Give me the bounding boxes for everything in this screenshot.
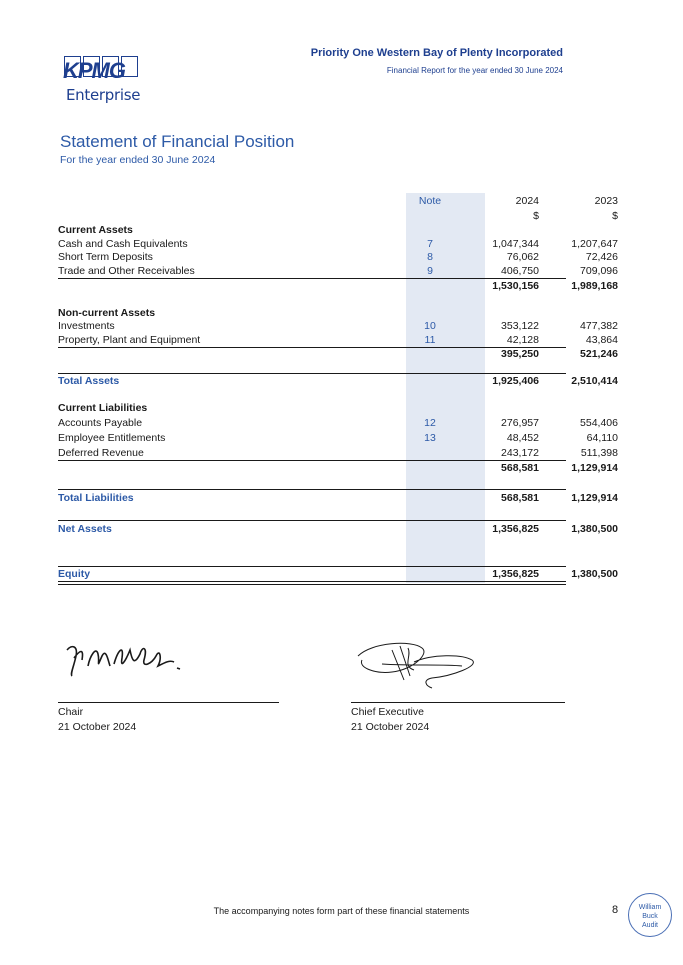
footer-note: The accompanying notes form part of these financial statements [213,906,470,916]
value-2023: 554,406 [580,417,618,429]
ceo-title: Chief Executive [351,706,424,718]
year-2024-header: 2024 [515,195,539,207]
value-2023: 477,382 [580,320,618,332]
noncurrent-assets-heading-row [58,307,566,321]
subtotal-row [58,462,618,476]
divider [58,520,566,521]
table-row [58,251,618,265]
statement-subtitle: For the year ended 30 June 2024 [60,154,216,166]
row-label: Property, Plant and Equipment [58,334,201,346]
chair-title: Chair [58,706,84,718]
current-liabilities-heading: Current Liabilities [58,402,148,414]
value-2023: 1,129,914 [571,492,618,504]
value-2024: 568,581 [501,492,539,504]
subtotal-2023: 1,989,168 [571,280,618,292]
total-assets-label: Total Assets [58,375,120,387]
noncurrent-assets-heading: Non-current Assets [58,307,156,319]
value-2023: 1,207,647 [571,238,618,250]
row-label: Trade and Other Receivables [58,265,195,277]
divider [58,460,566,461]
row-note: 7 [427,238,433,250]
stamp-line: William [638,904,662,911]
value-2023: 1,380,500 [571,568,618,580]
total-liabilities-label: Total Liabilities [58,492,134,504]
chief-executive-signature [352,636,482,691]
equity-label: Equity [58,568,91,580]
subtotal-2024: 568,581 [501,462,539,474]
row-note: 10 [424,320,436,332]
table-row [58,432,618,446]
value-2023: 43,864 [585,334,618,346]
subtotal-row [58,348,618,362]
divider [58,566,566,567]
stamp-line: Audit [642,922,658,929]
total-liabilities-row [58,492,618,506]
kpmg-logo: KPMG [63,58,125,83]
subtotal-2024: 395,250 [501,348,539,360]
value-2023: 1,380,500 [571,523,618,535]
audit-stamp [628,893,672,937]
year-2023-header: 2023 [594,195,618,207]
double-underline [58,581,566,585]
value-2023: 511,398 [580,447,618,459]
row-note: 13 [424,432,436,444]
value-2023: 2,510,414 [571,375,618,387]
note-column-header: Note [418,195,442,207]
value-2023: 72,426 [585,251,618,263]
row-label: Deferred Revenue [58,447,144,459]
unit-2024: $ [533,210,539,222]
page-number: 8 [612,904,619,916]
row-note: 11 [424,334,436,346]
ceo-signature-line [351,702,565,703]
value-2024: 42,128 [506,334,539,346]
row-label: Investments [58,320,115,332]
table-row [58,334,618,348]
value-2024: 353,122 [501,320,539,332]
kpmg-enterprise-label: Enterprise [66,86,141,104]
column-header-row [58,195,618,209]
chair-date: 21 October 2024 [58,721,137,733]
row-note: 8 [427,251,433,263]
chair-signature-line [58,702,279,703]
stamp-line: Buck [642,913,658,920]
value-2024: 1,356,825 [492,568,539,580]
value-2024: 243,172 [501,447,539,459]
row-label: Accounts Payable [58,417,143,429]
value-2024: 76,062 [506,251,539,263]
table-row [58,417,618,431]
table-row [58,265,618,279]
value-2024: 1,047,344 [492,238,539,250]
current-assets-heading-row [58,224,566,238]
subtotal-2023: 1,129,914 [571,462,618,474]
value-2024: 276,957 [501,417,539,429]
current-liabilities-heading-row [58,402,566,416]
value-2024: 1,356,825 [492,523,539,535]
value-2023: 64,110 [586,432,618,444]
total-assets-row [58,375,618,389]
divider [58,373,566,374]
equity-row [58,568,618,582]
row-note: 9 [427,265,433,277]
statement-title: Statement of Financial Position [60,132,295,151]
organisation-name: Priority One Western Bay of Plenty Incorporated [310,47,563,59]
divider [58,489,566,490]
subtotal-2024: 1,530,156 [492,280,539,292]
value-2024: 1,925,406 [492,375,539,387]
row-label: Employee Entitlements [58,432,166,444]
table-row [58,238,618,252]
value-2024: 406,750 [501,265,539,277]
unit-2023: $ [612,210,618,222]
value-2023: 709,096 [580,265,618,277]
net-assets-row [58,523,618,537]
report-subtitle: Financial Report for the year ended 30 June 2024 [386,66,563,75]
table-row [58,447,618,461]
chair-signature [62,636,202,681]
value-2024: 48,452 [506,432,539,444]
row-note: 12 [424,417,436,429]
ceo-date: 21 October 2024 [351,721,430,733]
currency-unit-row [58,210,618,224]
table-row [58,320,618,334]
subtotal-2023: 521,246 [580,348,618,360]
net-assets-label: Net Assets [58,523,112,535]
subtotal-row [58,280,618,294]
current-assets-heading: Current Assets [58,224,133,236]
divider [58,278,566,279]
row-label: Cash and Cash Equivalents [58,238,188,250]
row-label: Short Term Deposits [58,251,153,263]
